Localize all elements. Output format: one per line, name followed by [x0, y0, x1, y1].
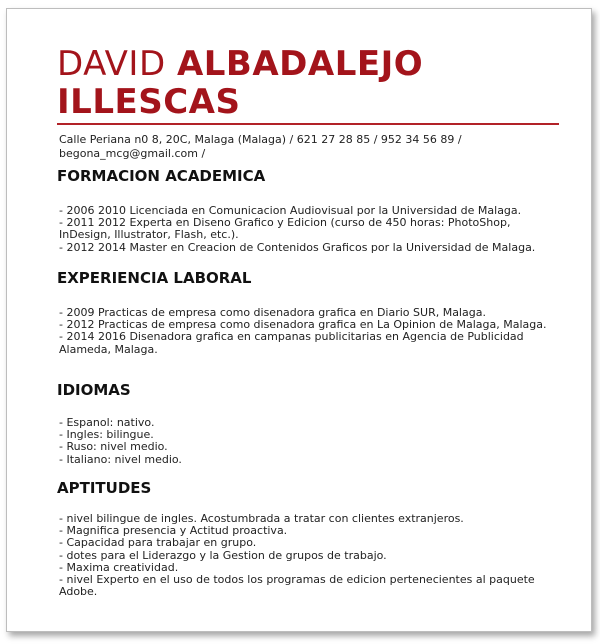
- list-item: - 2014 2016 Disenadora grafica en campanas publicitarias en Agencia de Publicidad Alameda, Malaga.: [59, 330, 524, 356]
- list-item: - 2012 Practicas de empresa como disenadora grafica en La Opinion de Malaga, Malaga.: [59, 318, 547, 332]
- contact-line-1: Calle Periana n0 8, 20C, Malaga (Malaga) / 621 27 28 85 / 952 34 56 89 /: [59, 133, 462, 146]
- list-item: - 2011 2012 Experta en Diseno Grafico y Edicion (curso de 450 horas: PhotoShop, InDesign, Illustrator, Flash, etc.).: [59, 216, 511, 242]
- list-item: - Italiano: nivel medio.: [59, 452, 182, 466]
- list-item: - 2009 Practicas de empresa como disenadora grafica en Diario SUR, Malaga.: [59, 306, 486, 319]
- list-item: - Magnifica presencia y Actitud proactiva.: [59, 524, 288, 538]
- list-item: - Espanol: nativo.: [59, 416, 155, 429]
- candidate-name: [57, 45, 423, 121]
- list-item: - Capacidad para trabajar en grupo.: [59, 536, 257, 550]
- section-title-idiomas: IDIOMAS: [57, 381, 131, 399]
- list-item: - Ruso: nivel medio.: [59, 440, 168, 454]
- cv-page: [6, 8, 592, 632]
- list-item: - dotes para el Liderazgo y la Gestion de grupos de trabajo.: [59, 548, 387, 562]
- list-item: - 2012 2014 Master en Creacion de Contenidos Graficos por la Universidad de Malaga.: [59, 240, 536, 254]
- list-idiomas: [59, 417, 559, 466]
- contact-info: [59, 133, 559, 161]
- list-experiencia: [59, 307, 559, 356]
- last-name-2: ILLESCAS: [57, 82, 241, 122]
- section-title-experiencia: EXPERIENCIA LABORAL: [57, 269, 252, 287]
- header-divider: [57, 123, 559, 125]
- contact-line-2: begona_mcg@gmail.com /: [59, 147, 206, 160]
- section-title-formacion: FORMACION ACADEMICA: [57, 167, 266, 185]
- list-item: - Ingles: bilingue.: [59, 428, 154, 442]
- list-item: - nivel bilingue de ingles. Acostumbrada a tratar con clientes extranjeros.: [59, 512, 464, 525]
- list-item: - 2006 2010 Licenciada en Comunicacion Audiovisual por la Universidad de Malaga.: [59, 204, 522, 217]
- list-item: - nivel Experto en el uso de todos los programas de edicion pertenecientes al paquete Adobe.: [59, 573, 535, 599]
- last-name-1: ALBADALEJO: [176, 44, 424, 84]
- first-name: DAVID: [57, 44, 166, 84]
- list-aptitudes: [59, 513, 559, 598]
- section-title-aptitudes: APTITUDES: [57, 479, 152, 497]
- list-formacion: [59, 205, 559, 254]
- list-item: - Maxima creatividad.: [59, 560, 179, 574]
